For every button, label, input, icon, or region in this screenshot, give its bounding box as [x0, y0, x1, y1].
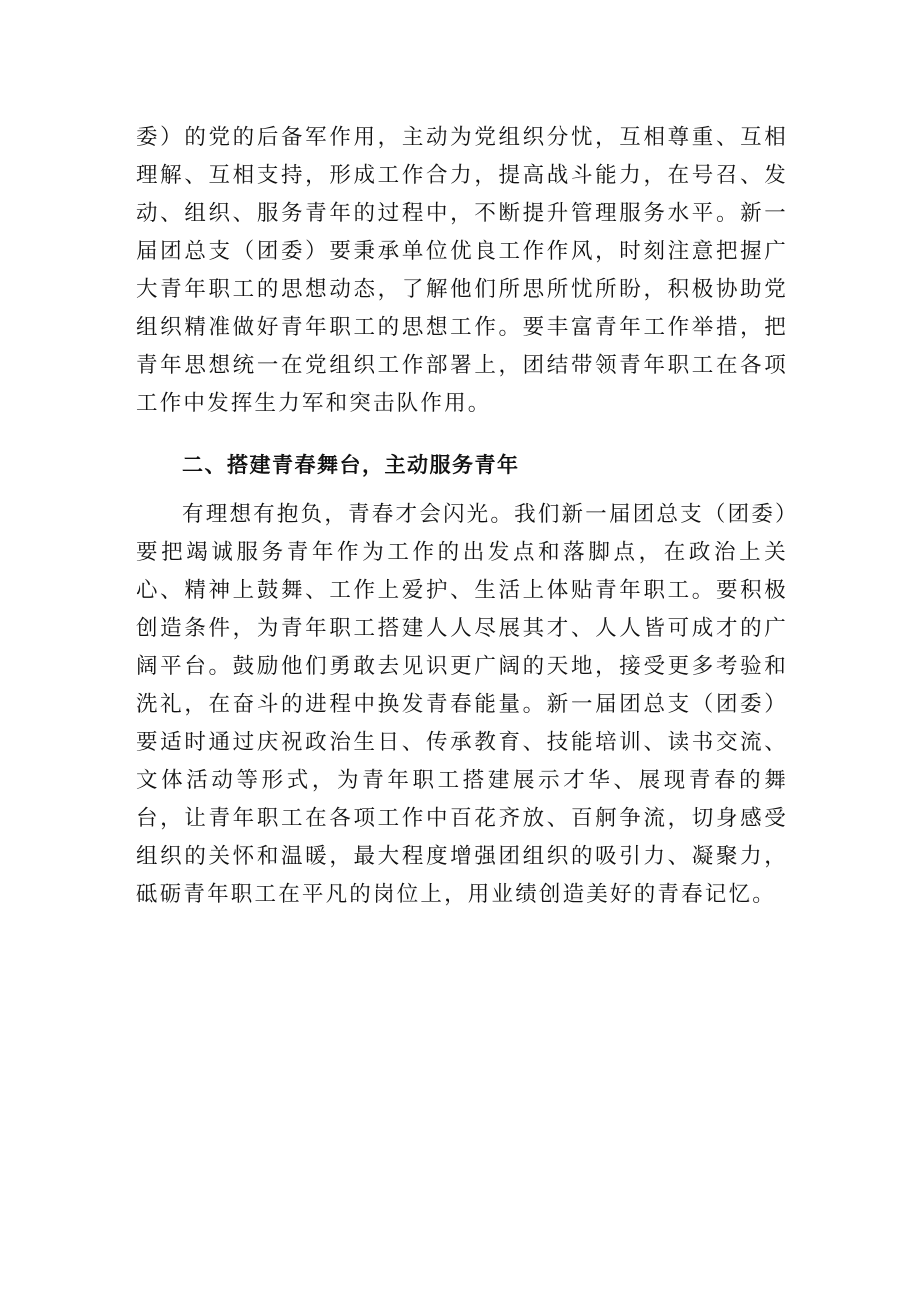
body-paragraph: 有理想有抱负，青春才会闪光。我们新一届团总支（团委）要把竭诚服务青年作为工作的出发点和落脚点，在政治上关心、精神上鼓舞、工作上爱护、生活上体贴青年职工。要积极创造条件，为青年职工搭建人人尽展其才、人人皆可成才的广阔平台。鼓励他们勇敢去见识更广阔的天地，接受更多考验和洗礼，在奋斗的进程中换发青春能量。新一届团总支（团委）要适时通过庆祝政治生日、传承教育、技能培训、读书交流、文体活动等形式，为青年职工搭建展示才华、展现青春的舞台，让青年职工在各项工作中百花齐放、百舸争流，切身感受组织的关怀和温暖，最大程度增强团组织的吸引力、凝聚力，砥砺青年职工在平凡的岗位上，用业绩创造美好的青春记忆。 — [136, 502, 788, 907]
body-paragraph-continued: 委）的党的后备军作用，主动为党组织分忧，互相尊重、互相理解、互相支持，形成工作合力，提高战斗能力，在号召、发动、组织、服务青年的过程中，不断提升管理服务水平。新一届团总支（团委）要秉承单位优良工作作风，时刻注意把握广大青年职工的思想动态，了解他们所思所忧所盼，积极协助党组织精准做好青年职工的思想工作。要丰富青年工作举措，把青年思想统一在党组织工作部署上，团结带领青年职工在各项工作中发挥生力军和突击队作用。 — [136, 125, 788, 416]
document-body — [136, 119, 788, 914]
section-heading: 二、搭建青春舞台，主动服务青年 — [182, 453, 520, 477]
